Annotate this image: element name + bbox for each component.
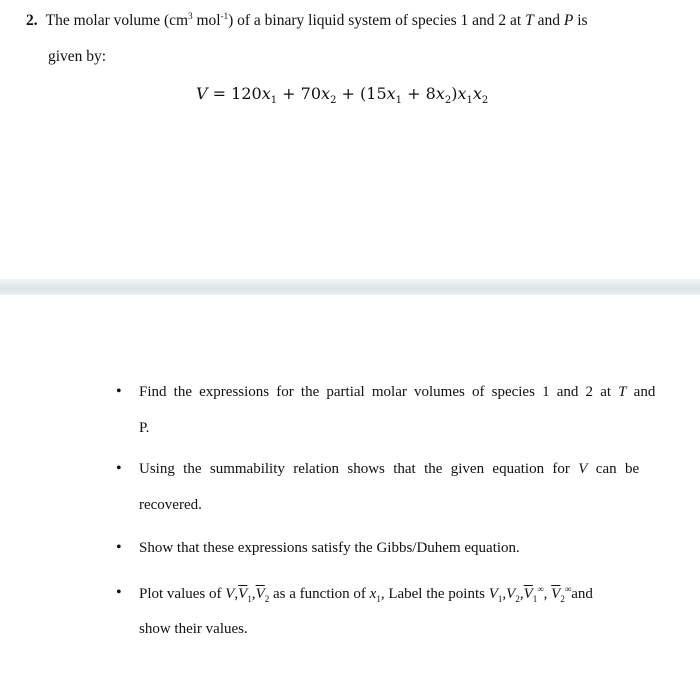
problem-statement-line2: given by: (48, 48, 107, 65)
bullet-1-line2: P. (139, 420, 150, 436)
bullet-4-line2: show their values. (139, 621, 248, 637)
bullet-dot: • (116, 383, 122, 400)
problem-number: 2. (26, 12, 38, 29)
page-divider (0, 279, 700, 295)
bullet-dot: • (116, 584, 122, 601)
molar-volume-equation: $V = 120x_1 + 70x_2 + (15x_1 + 8x_2)x_1x_2$ (196, 84, 489, 107)
bullet-4-line1: Plot values of $V,\overline{V}_1,\overline{V}_2$ as a function of $x_1$, Label the points $V_1,V_2,\overline{V}_1^\infty$, $\overline{V}_2^\infty and$ (139, 584, 593, 604)
bullet-dot: • (116, 539, 122, 556)
problem-statement-line1: 2. The molar volume ($cm^3$ mol$^{-1}$) of a binary liquid system of species 1 and 2 at T and P is (26, 11, 588, 29)
bullet-1-line1: Find the expressions for the partial molar volumes of species 1 and 2 at T and (139, 384, 656, 400)
bullet-2-line1: Using the summability relation shows that the given equation for V can be (139, 461, 640, 477)
bullet-2-line2: recovered. (139, 497, 202, 513)
bullet-dot: • (116, 460, 122, 477)
bullet-3-line1: Show that these expressions satisfy the Gibbs/Duhem equation. (139, 540, 520, 556)
